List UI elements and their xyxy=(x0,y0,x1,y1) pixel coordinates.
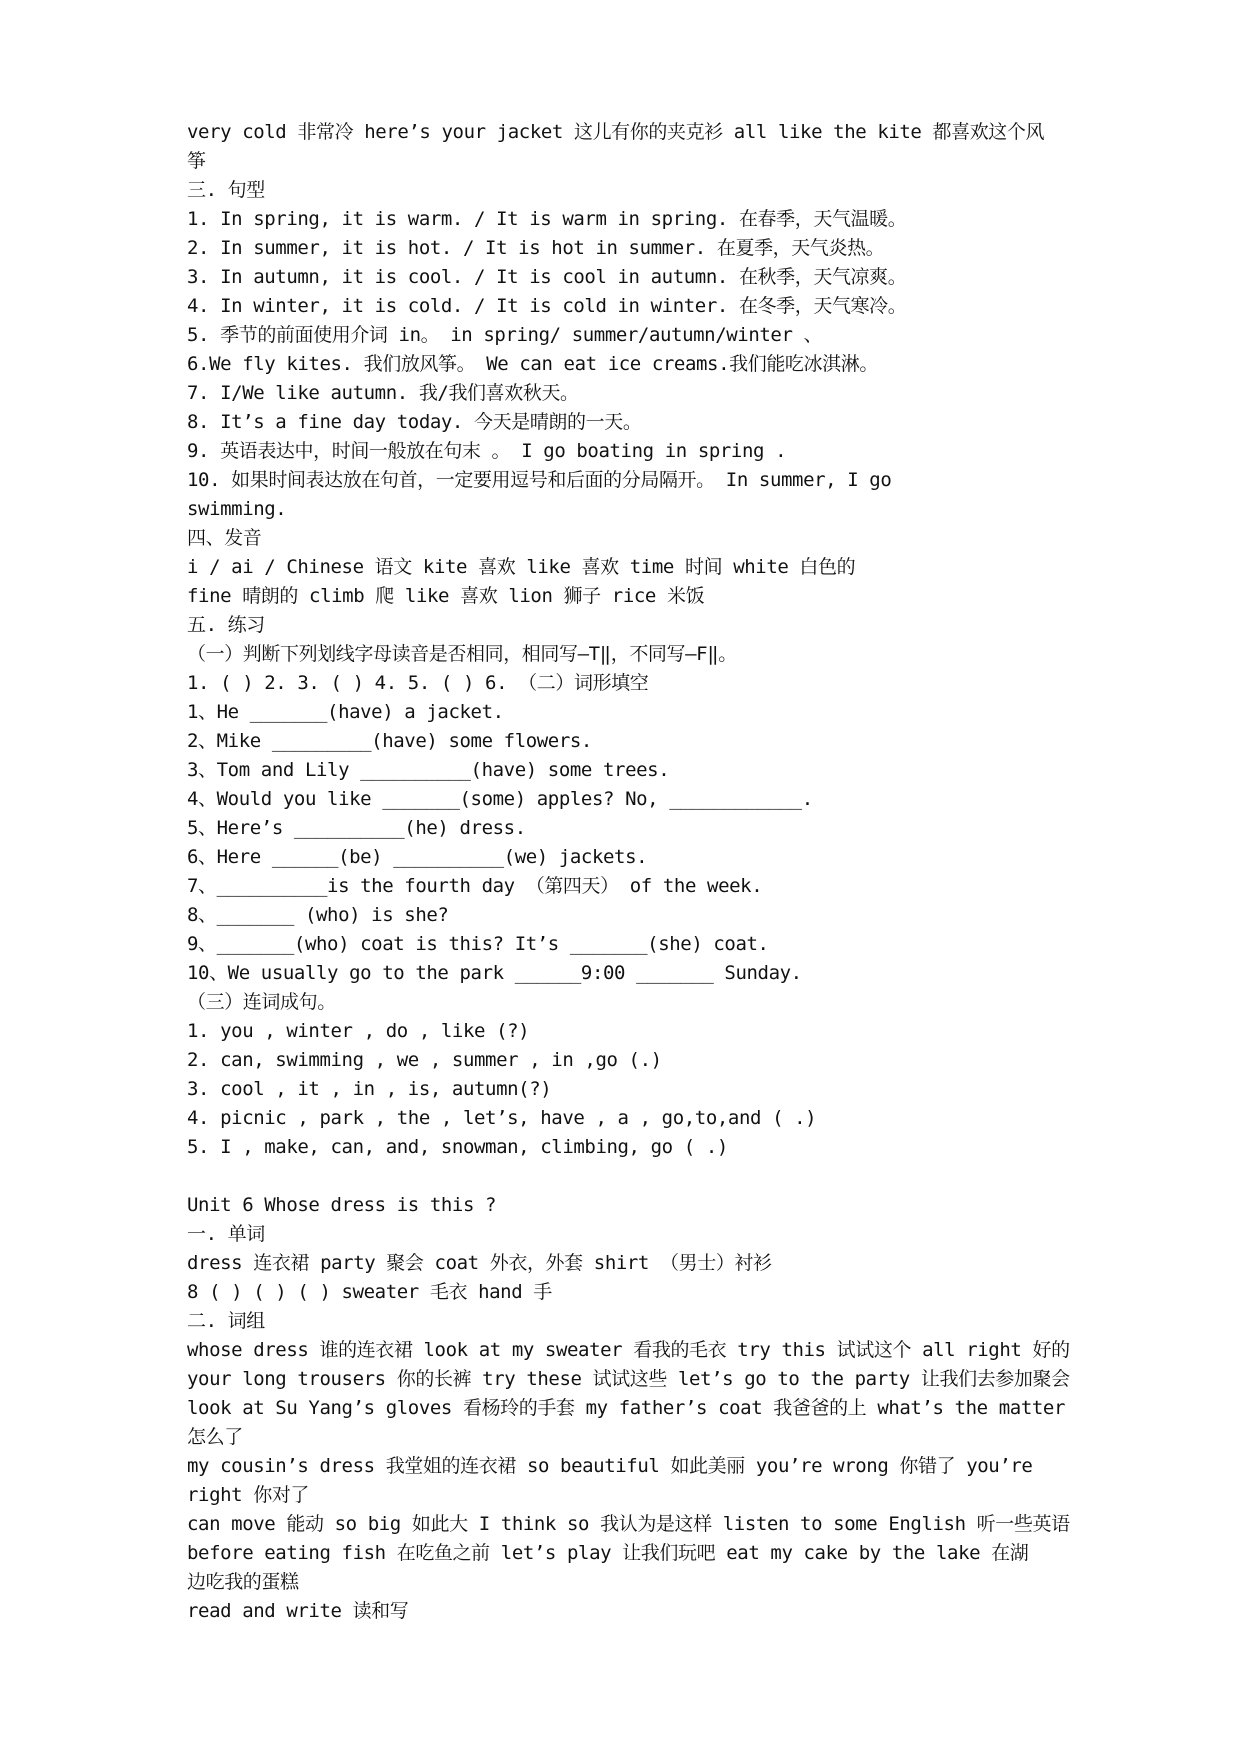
pronunciation-line: fine 晴朗的 climb 爬 like 喜欢 lion 狮子 rice 米饭 xyxy=(187,585,705,607)
phrase-line: 筝 xyxy=(187,150,206,172)
exercise-item: 10、We usually go to the park ______9:00 _______ Sunday. xyxy=(187,962,802,984)
exercise-item: 4. picnic , park , the , let’s, have , a , go,to,and ( .) xyxy=(187,1107,817,1129)
exercise-item: 7、__________is the fourth day （第四天） of the week. xyxy=(187,875,763,897)
section-heading-sentences: 三. 句型 xyxy=(187,179,265,201)
sentence-line: 10. 如果时间表达放在句首，一定要用逗号和后面的分局隔开。 In summer, I go xyxy=(187,469,892,491)
unit-title: Unit 6 Whose dress is this ? xyxy=(187,1194,497,1216)
phrase-line: can move 能动 so big 如此大 I think so 我认为是这样 listen to some English 听一些英语 xyxy=(187,1513,1070,1535)
phrase-line: look at Su Yang’s gloves 看杨玲的手套 my father’s coat 我爸爸的上 what’s the matter xyxy=(187,1397,1065,1419)
exercise-item: 2、Mike _________(have) some flowers. xyxy=(187,730,592,752)
sentence-line: 2. In summer, it is hot. / It is hot in summer. 在夏季，天气炎热。 xyxy=(187,237,885,259)
sentence-line: 4. In winter, it is cold. / It is cold in winter. 在冬季，天气寒冷。 xyxy=(187,295,907,317)
exercise-item: 1. you , winter , do , like (?) xyxy=(187,1020,530,1042)
exercise-part1-title: （一）判断下列划线字母读音是否相同，相同写―T‖，不同写―F‖。 xyxy=(187,643,737,665)
section-heading-exercise: 五. 练习 xyxy=(187,614,265,636)
exercise-item: 5、Here’s __________(he) dress. xyxy=(187,817,526,839)
document-body xyxy=(187,118,1137,1626)
sentence-line: 7. I/We like autumn. 我/我们喜欢秋天。 xyxy=(187,382,579,404)
exercise-item: 3. cool , it , in , is, autumn(?) xyxy=(187,1078,552,1100)
exercise-part1-items: 1. ( ) 2. 3. ( ) 4. 5. ( ) 6. （二）词形填空 xyxy=(187,672,649,694)
section-heading-phrases: 二. 词组 xyxy=(187,1310,265,1332)
sentence-line: 8. It’s a fine day today. 今天是晴朗的一天。 xyxy=(187,411,642,433)
phrase-line: read and write 读和写 xyxy=(187,1600,409,1622)
sentence-line: 3. In autumn, it is cool. / It is cool in autumn. 在秋季，天气凉爽。 xyxy=(187,266,907,288)
exercise-item: 3、Tom and Lily __________(have) some trees. xyxy=(187,759,670,781)
exercise-item: 9、_______(who) coat is this? It’s _______(she) coat. xyxy=(187,933,769,955)
phrase-line: before eating fish 在吃鱼之前 let’s play 让我们玩吧 eat my cake by the lake 在湖 xyxy=(187,1542,1029,1564)
sentence-line: swimming. xyxy=(187,498,287,520)
exercise-item: 6、Here ______(be) __________(we) jackets. xyxy=(187,846,648,868)
phrase-line: your long trousers 你的长裤 try these 试试这些 let’s go to the party 让我们去参加聚会 xyxy=(187,1368,1070,1390)
exercise-item: 2. can, swimming , we , summer , in ,go (.) xyxy=(187,1049,662,1071)
exercise-item: 4、Would you like _______(some) apples? No, ____________. xyxy=(187,788,813,810)
sentence-line: 6.We fly kites. 我们放风筝。 We can eat ice creams.我们能吃冰淇淋。 xyxy=(187,353,878,375)
phrase-line: whose dress 谁的连衣裙 look at my sweater 看我的毛衣 try this 试试这个 all right 好的 xyxy=(187,1339,1070,1361)
phrase-line: right 你对了 xyxy=(187,1484,310,1506)
section-heading-pronunciation: 四、发音 xyxy=(187,527,262,549)
phrase-line: 边吃我的蛋糕 xyxy=(187,1571,299,1593)
sentence-line: 9. 英语表达中，时间一般放在句末 。 I go boating in spring . xyxy=(187,440,787,462)
word-line: dress 连衣裙 party 聚会 coat 外衣，外套 shirt （男士）衬衫 xyxy=(187,1252,772,1274)
sentence-line: 5. 季节的前面使用介词 in。 in spring/ summer/autumn/winter 、 xyxy=(187,324,823,346)
exercise-item: 5. I , make, can, and, snowman, climbing, go ( .) xyxy=(187,1136,728,1158)
section-heading-words: 一. 单词 xyxy=(187,1223,265,1245)
exercise-item: 1、He _______(have) a jacket. xyxy=(187,701,504,723)
sentence-line: 1. In spring, it is warm. / It is warm in spring. 在春季，天气温暖。 xyxy=(187,208,907,230)
phrase-line: very cold 非常冷 here’s your jacket 这儿有你的夹克衫 all like the kite 都喜欢这个风 xyxy=(187,121,1045,143)
word-line: 8 ( ) ( ) ( ) sweater 毛衣 hand 手 xyxy=(187,1281,552,1303)
phrase-line: 怎么了 xyxy=(187,1426,243,1448)
blank-line xyxy=(187,1162,1137,1191)
exercise-part3-title: （三）连词成句。 xyxy=(187,991,336,1013)
exercise-item: 8、_______ (who) is she? xyxy=(187,904,449,926)
pronunciation-line: i / ai / Chinese 语文 kite 喜欢 like 喜欢 time 时间 white 白色的 xyxy=(187,556,856,578)
phrase-line: my cousin’s dress 我堂姐的连衣裙 so beautiful 如此美丽 you’re wrong 你错了 you’re xyxy=(187,1455,1033,1477)
